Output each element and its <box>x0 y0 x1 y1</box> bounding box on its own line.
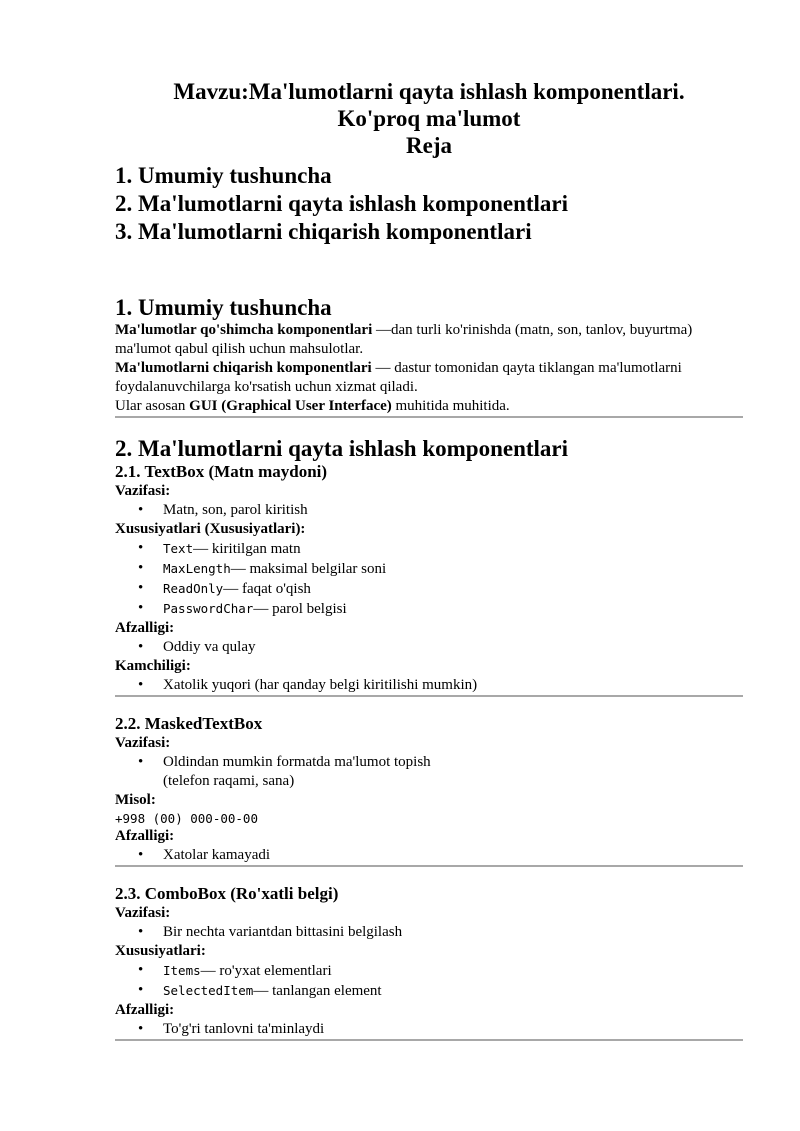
list-item <box>163 981 743 1001</box>
textbox-dis-list <box>115 676 743 695</box>
divider <box>115 865 743 867</box>
textbox-dis-label: Kamchiligi: <box>115 658 191 674</box>
masked-adv-list <box>115 846 743 865</box>
masked-purpose-list <box>115 753 743 791</box>
textbox-heading: 2.1. TextBox (Matn maydoni) <box>115 462 328 481</box>
combo-adv-list <box>115 1020 743 1039</box>
title-line-1: Mavzu:Ma'lumotlarni qayta ishlash komponentlari. <box>173 79 685 104</box>
plan-item-1: 1. Umumiy tushuncha <box>115 163 332 188</box>
paragraph-1-bold: Ma'lumotlar qo'shimcha komponentlari <box>115 322 373 338</box>
combo-props-label: Xususiyatlari: <box>115 943 206 959</box>
masked-heading: 2.2. MaskedTextBox <box>115 714 263 733</box>
property-desc: — kiritilgan matn <box>193 541 301 557</box>
purpose-line-1: Oldindan mumkin formatda ma'lumot topish <box>163 754 431 770</box>
document-page <box>115 78 743 1041</box>
property-code: ReadOnly <box>163 581 224 596</box>
section-2-heading: 2. Ma'lumotlarni qayta ishlash komponentlari <box>115 436 569 461</box>
combo-purpose-label: Vazifasi: <box>115 905 171 921</box>
list-item: • Bir nechta variantdan bittasini belgilash <box>163 923 743 942</box>
list-item: • Xatolar kamayadi <box>163 846 743 865</box>
combo-purpose-list <box>115 923 743 942</box>
paragraph-1-text-a: —dan turli ko'rinishda (matn, son, tanlov, buyurtma) <box>372 322 693 338</box>
property-code: MaxLength <box>163 561 231 576</box>
property-desc: — faqat o'qish <box>223 581 311 597</box>
section-2 <box>115 436 743 1041</box>
paragraph-1-text-b: ma'lumot qabul qilish uchun mahsulotlar. <box>115 341 364 357</box>
paragraph-3-end: muhitida muhitida. <box>391 398 510 414</box>
divider <box>115 695 743 697</box>
plan-list <box>115 162 743 246</box>
property-code: SelectedItem <box>163 983 254 998</box>
property-code: PasswordChar <box>163 601 254 616</box>
textbox-purpose-label: Vazifasi: <box>115 483 171 499</box>
subsection-textbox <box>115 462 743 697</box>
list-item: • To'g'ri tanlovni ta'minlaydi <box>163 1020 743 1039</box>
paragraph-2-text-b: foydalanuvchilarga ko'rsatish uchun xizmat qiladi. <box>115 379 418 395</box>
plan-item-2: 2. Ma'lumotlarni qayta ishlash komponentlari <box>115 191 569 216</box>
list-item: • Matn, son, parol kiritish <box>163 501 743 520</box>
section-1-paragraph-1 <box>115 321 743 359</box>
property-code: Text <box>163 541 194 556</box>
document-title <box>115 78 743 159</box>
combo-adv-label: Afzalligi: <box>115 1002 175 1018</box>
property-code: Items <box>163 963 201 978</box>
paragraph-3-bold: GUI (Graphical User Interface) <box>189 398 392 414</box>
masked-purpose-label: Vazifasi: <box>115 735 171 751</box>
property-desc: — tanlangan element <box>253 983 382 999</box>
title-line-2: Ko'proq ma'lumot <box>337 106 521 131</box>
textbox-adv-label: Afzalligi: <box>115 620 175 636</box>
subsection-maskedtextbox <box>115 714 743 867</box>
combo-props-list <box>115 961 743 1001</box>
masked-example-value: +998 (00) 000-00-00 <box>115 811 258 826</box>
combo-heading: 2.3. ComboBox (Ro'xatli belgi) <box>115 884 339 903</box>
textbox-props-label: Xususiyatlari (Xususiyatlari): <box>115 521 306 537</box>
purpose-line-2: (telefon raqami, sana) <box>163 773 295 789</box>
paragraph-2-bold: Ma'lumotlarni chiqarish komponentlari <box>115 360 372 376</box>
title-line-3: Reja <box>406 133 452 158</box>
textbox-adv-list <box>115 638 743 657</box>
list-item <box>163 599 743 619</box>
list-item <box>163 559 743 579</box>
section-1-paragraph-3 <box>115 397 743 416</box>
divider <box>115 1039 743 1041</box>
list-item: • Xatolik yuqori (har qanday belgi kiritilishi mumkin) <box>163 676 743 695</box>
section-1-heading: 1. Umumiy tushuncha <box>115 295 332 320</box>
subsection-combobox <box>115 884 743 1041</box>
property-desc: — parol belgisi <box>253 601 347 617</box>
list-item <box>163 753 743 791</box>
property-desc: — maksimal belgilar soni <box>230 561 387 577</box>
list-item <box>163 961 743 981</box>
section-1-paragraph-2 <box>115 359 743 397</box>
plan-item-3: 3. Ma'lumotlarni chiqarish komponentlari <box>115 219 532 244</box>
textbox-props-list <box>115 539 743 619</box>
paragraph-2-text-a: — dastur tomonidan qayta tiklangan ma'lumotlarni <box>371 360 682 376</box>
list-item <box>163 579 743 599</box>
textbox-purpose-list <box>115 501 743 520</box>
masked-example-label: Misol: <box>115 792 156 808</box>
paragraph-3-start: Ular asosan <box>115 398 190 414</box>
section-1 <box>115 295 743 418</box>
property-desc: — ro'yxat elementlari <box>200 963 332 979</box>
masked-adv-label: Afzalligi: <box>115 828 175 844</box>
divider <box>115 416 743 418</box>
list-item <box>163 539 743 559</box>
list-item: • Oddiy va qulay <box>163 638 743 657</box>
